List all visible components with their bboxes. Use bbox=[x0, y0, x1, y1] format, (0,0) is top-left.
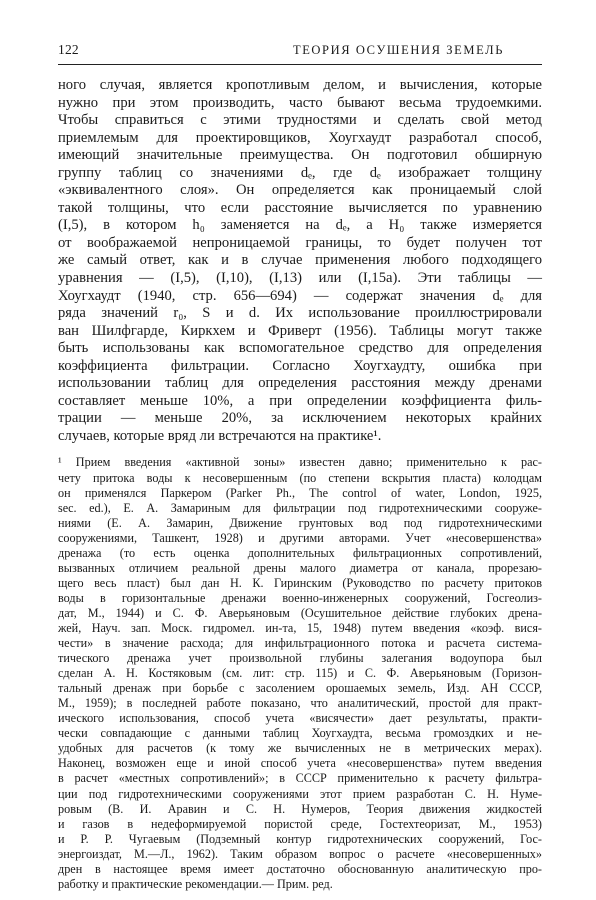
body-text-line: трации — меньше 20%, за исключением некоторых крайних bbox=[58, 410, 542, 427]
body-text-line: Хоугхаудт (1940, стр. 656—694) — содержат значения dₑ для bbox=[58, 287, 542, 304]
body-text-line: ряда значений r₀, S и d. Их использование проиллюстрировали bbox=[58, 305, 542, 322]
body-text-line: использовании таблиц для определения расстояния между дренами bbox=[58, 375, 542, 392]
body-text-line: нужно при этом производить, часто бывают весьма трудоемкими. bbox=[58, 94, 542, 111]
footnote-line: дат, М., 1944) и С. Ф. Аверьяновым (Осушительное действие глубоких дрена- bbox=[58, 605, 542, 620]
footnote-line: удобных для расчетов (к тому же вычисленных не в метрических мерах). bbox=[58, 741, 542, 756]
body-text-line: такой толщины, что если расстояние вычисляется по уравнению bbox=[58, 199, 542, 216]
body-text-line: уравнения — (I,5), (I,10), (I,13) или (I,15a). Эти таблицы — bbox=[58, 270, 542, 287]
footnote-line: тического дренажа учет произвольной глубины залегания водоупора был bbox=[58, 651, 542, 666]
footnote-line: сделан А. Н. Костяковым (см. лит: стр. 115) и С. Ф. Аверьяновым (Горизон- bbox=[58, 666, 542, 681]
footnote-line: щего весь пласт) был дан Н. К. Гиринским (Руководство по расчету притоков bbox=[58, 575, 542, 590]
body-text-line: же самый ответ, как и в случае применения любого подходящего bbox=[58, 252, 542, 269]
footnote-line: Наконец, возможен еще и иной способ учета «несовершенства» путем введения bbox=[58, 756, 542, 771]
body-text-line: быть использованы как вспомогательное средство для определения bbox=[58, 340, 542, 357]
body-text-line: коэффициента фильтрации. Согласно Хоугхаудту, ошибка при bbox=[58, 357, 542, 374]
footnote-line: дрен в настоящее время имеет достаточно обоснованную аналитическую про- bbox=[58, 861, 542, 876]
main-text bbox=[58, 77, 542, 445]
body-text-line: ван Шилфгарде, Киркхем и Фриверт (1956). Таблицы могут также bbox=[58, 322, 542, 339]
footnote-line: энергоиздат, М.—Л., 1962). Таким образом вопрос о расчете «несовершенных» bbox=[58, 846, 542, 861]
footnote-line: вызванных отличием реальной дрены малого диаметра от канала, прорезаю- bbox=[58, 560, 542, 575]
page-header bbox=[58, 42, 542, 62]
body-text-line: имеющий значительные преимущества. Он подготовил обширную bbox=[58, 147, 542, 164]
footnote-line: в расчет «местных сопротивлений»; в СССР применительно к расчету фильтра- bbox=[58, 771, 542, 786]
body-text-line: Чтобы справиться с этими трудностями и сделать свой метод bbox=[58, 112, 542, 129]
body-text-line: составляет меньше 10%, а при определении коэффициента филь- bbox=[58, 392, 542, 409]
footnote-line: ции под гидротехническими сооружениями этот прием разработан С. Н. Нуме- bbox=[58, 786, 542, 801]
footnote-line: жей, Науч. зап. Моск. гидромел. ин-та, 15, 1948) путем введения «коэф. вися- bbox=[58, 621, 542, 635]
footnote-line: сооружениями, Ташкент, 1928) и другими авторами. Учет «несовершенства» bbox=[58, 530, 542, 545]
footnote-line: ровым (В. И. Аравин и С. Н. Нумеров, Теория движения жидкостей bbox=[58, 801, 542, 816]
running-title: ТЕОРИЯ ОСУШЕНИЯ ЗЕМЕЛЬ bbox=[292, 43, 504, 57]
footnote-line: М., 1959); в последней работе показано, что аналитический, простой для практ- bbox=[58, 696, 542, 711]
footnote-line: тальный дренаж при борьбе с засолением орошаемых земель, Изд. АН СССР, bbox=[58, 681, 542, 696]
header-rule bbox=[58, 64, 542, 65]
body-text-line: «эквивалентного слоя». Он определяется как проницаемый слой bbox=[58, 182, 542, 199]
book-page bbox=[58, 42, 542, 892]
footnote-line: он применялся Паркером (Parker Ph., The control of water, London, 1925, bbox=[58, 485, 542, 500]
footnote-line: чести» в значение расхода; для инфильтрационного потока и расчета система- bbox=[58, 636, 542, 651]
footnote-line: чету притока воды к несовершенным (по степени вскрытия пласта) колодцам bbox=[58, 470, 542, 485]
footnote-line: воды в горизонтальные дренажи военно-инженерных сооружений, Госгеолиз- bbox=[58, 590, 542, 605]
body-text-line: случаев, которые вряд ли встречаются на практике¹. bbox=[58, 427, 382, 444]
footnote-line: и газов в недеформируемой пористой среде, Гостехтеоризат, М., 1953) bbox=[58, 816, 542, 831]
footnote-line: ического использования, способ учета «висячести» дает результаты, практи- bbox=[58, 711, 542, 726]
footnote-line: sec. ed.), Е. А. Замариным для фильтрации под гидротехническими сооруже- bbox=[58, 500, 542, 515]
body-text-line: группу таблиц со значениями dₑ, где dₑ изображает толщину bbox=[58, 164, 542, 181]
footnote-line: чески совпадающие с данными таблиц Хоугхаудта, весьма громоздких и не- bbox=[58, 726, 542, 741]
footnote bbox=[58, 455, 542, 891]
body-text-line: (I,5), в котором h₀ заменяется на dₑ, а H₀ также измеряется bbox=[58, 217, 542, 234]
footnote-line: ниями (Е. А. Замарин, Движение грунтовых вод под гидротехническими bbox=[58, 515, 542, 530]
footnote-line: работку и практические рекомендации.— Прим. ред. bbox=[58, 876, 333, 891]
footnote-line: и Р. Р. Чугаевым (Подземный контур гидротехнических сооружений, Гос- bbox=[58, 831, 542, 846]
body-text-line: приемлемым для проектировщиков, Хоугхаудт разработал способ, bbox=[58, 129, 542, 146]
body-text-line: ного случая, является кропотливым делом, и вычисления, которые bbox=[58, 77, 542, 93]
footnote-line: ¹ Прием введения «активной зоны» известен давно; применительно к рас- bbox=[58, 455, 542, 470]
body-text-line: от воображаемой непроницаемой границы, то будет получен тот bbox=[58, 234, 542, 251]
page-number: 122 bbox=[58, 42, 79, 57]
footnote-line: дренажа (то есть оценка дополнительных фильтрационных сопротивлений, bbox=[58, 545, 542, 560]
